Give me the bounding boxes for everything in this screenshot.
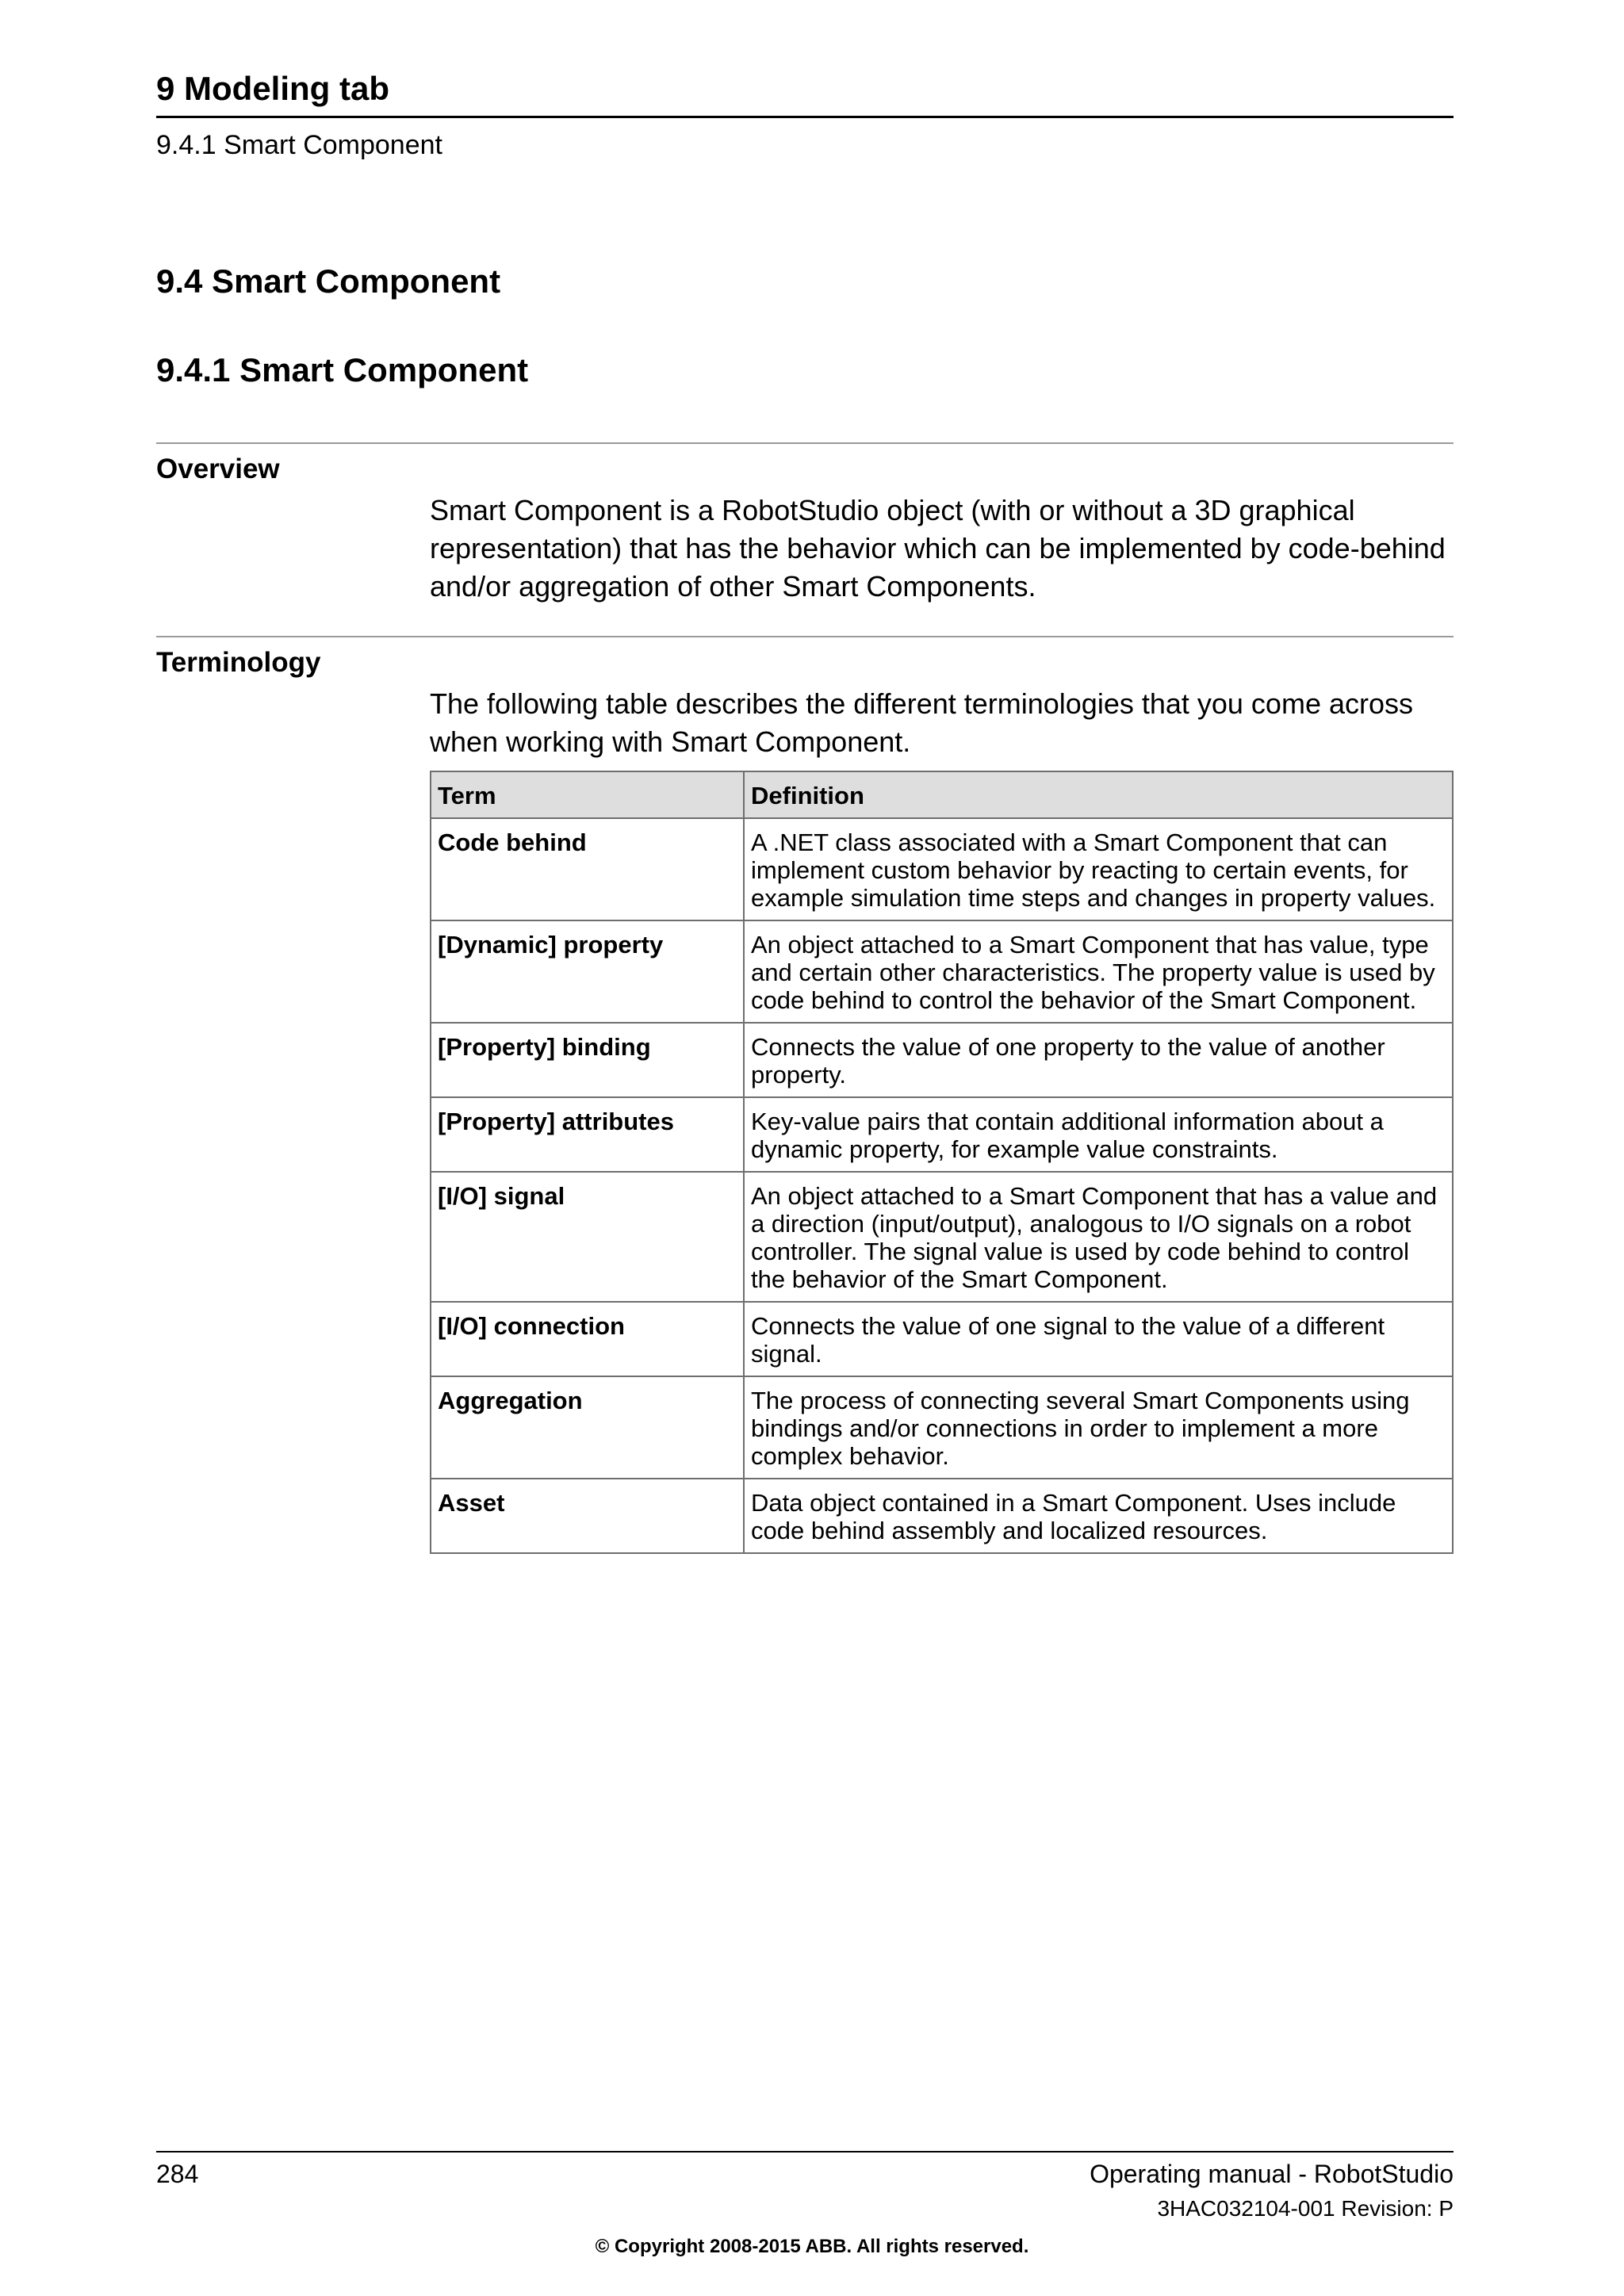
definition-cell: An object attached to a Smart Component that has value, type and certain other characteristics. The property value is used by code behind to control the behavior of the Smart Component. — [744, 920, 1453, 1023]
term-cell: Code behind — [431, 818, 744, 920]
definition-cell: A .NET class associated with a Smart Component that can implement custom behavior by reacting to certain events, for example simulation time steps and changes in property values. — [744, 818, 1453, 920]
term-cell: [I/O] signal — [431, 1172, 744, 1302]
chapter-title: 9 Modeling tab — [156, 67, 1454, 118]
table-row — [431, 818, 1453, 920]
definition-cell: An object attached to a Smart Component that has a value and a direction (input/output), analogous to I/O signals on a robot controller. The signal value is used by code behind to control the behavior of the Smart Component. — [744, 1172, 1453, 1302]
overview-text: Smart Component is a RobotStudio object (with or without a 3D graphical representation) that has the behavior which can be implemented by code-behind and/or aggregation of other Smart Components. — [430, 494, 1446, 603]
table-row — [431, 1302, 1453, 1376]
table-row — [431, 1172, 1453, 1302]
term-cell: Aggregation — [431, 1376, 744, 1479]
table-header-row — [431, 771, 1453, 818]
running-header — [156, 67, 1454, 161]
manual-title: Operating manual - RobotStudio — [1090, 2160, 1454, 2188]
table-row — [431, 1376, 1453, 1479]
definition-cell: The process of connecting several Smart Components using bindings and/or connections in order to implement a more complex behavior. — [744, 1376, 1453, 1479]
section-heading: 9.4 Smart Component — [156, 262, 501, 300]
term-cell: [Property] binding — [431, 1023, 744, 1097]
section-breadcrumb: 9.4.1 Smart Component — [156, 130, 442, 160]
terminology-intro: The following table describes the different terminologies that you come across when working with Smart Component. — [430, 687, 1413, 758]
footer-divider — [156, 2151, 1454, 2152]
terminology-section — [156, 636, 1454, 1554]
definition-cell: Connects the value of one property to the value of another property. — [744, 1023, 1453, 1097]
overview-section — [156, 442, 1454, 606]
table-row — [431, 1023, 1453, 1097]
definition-cell: Key-value pairs that contain additional information about a dynamic property, for example value constraints. — [744, 1097, 1453, 1172]
term-cell: [I/O] connection — [431, 1302, 744, 1376]
overview-label: Overview — [156, 453, 280, 484]
table-row — [431, 1479, 1453, 1553]
table-row — [431, 920, 1453, 1023]
term-cell: [Property] attributes — [431, 1097, 744, 1172]
term-cell: [Dynamic] property — [431, 920, 744, 1023]
subsection-heading: 9.4.1 Smart Component — [156, 351, 529, 388]
document-id: 3HAC032104-001 Revision: P — [1157, 2196, 1454, 2221]
terminology-table — [430, 771, 1454, 1554]
term-cell: Asset — [431, 1479, 744, 1553]
table-row — [431, 1097, 1453, 1172]
definition-cell: Connects the value of one signal to the value of a different signal. — [744, 1302, 1453, 1376]
definition-cell: Data object contained in a Smart Component. Uses include code behind assembly and localized resources. — [744, 1479, 1453, 1553]
page-number: 284 — [156, 2160, 199, 2188]
terminology-label: Terminology — [156, 647, 321, 678]
column-header-definition: Definition — [744, 771, 1453, 818]
copyright-notice: © Copyright 2008-2015 ABB. All rights reserved. — [595, 2236, 1029, 2257]
column-header-term: Term — [431, 771, 744, 818]
